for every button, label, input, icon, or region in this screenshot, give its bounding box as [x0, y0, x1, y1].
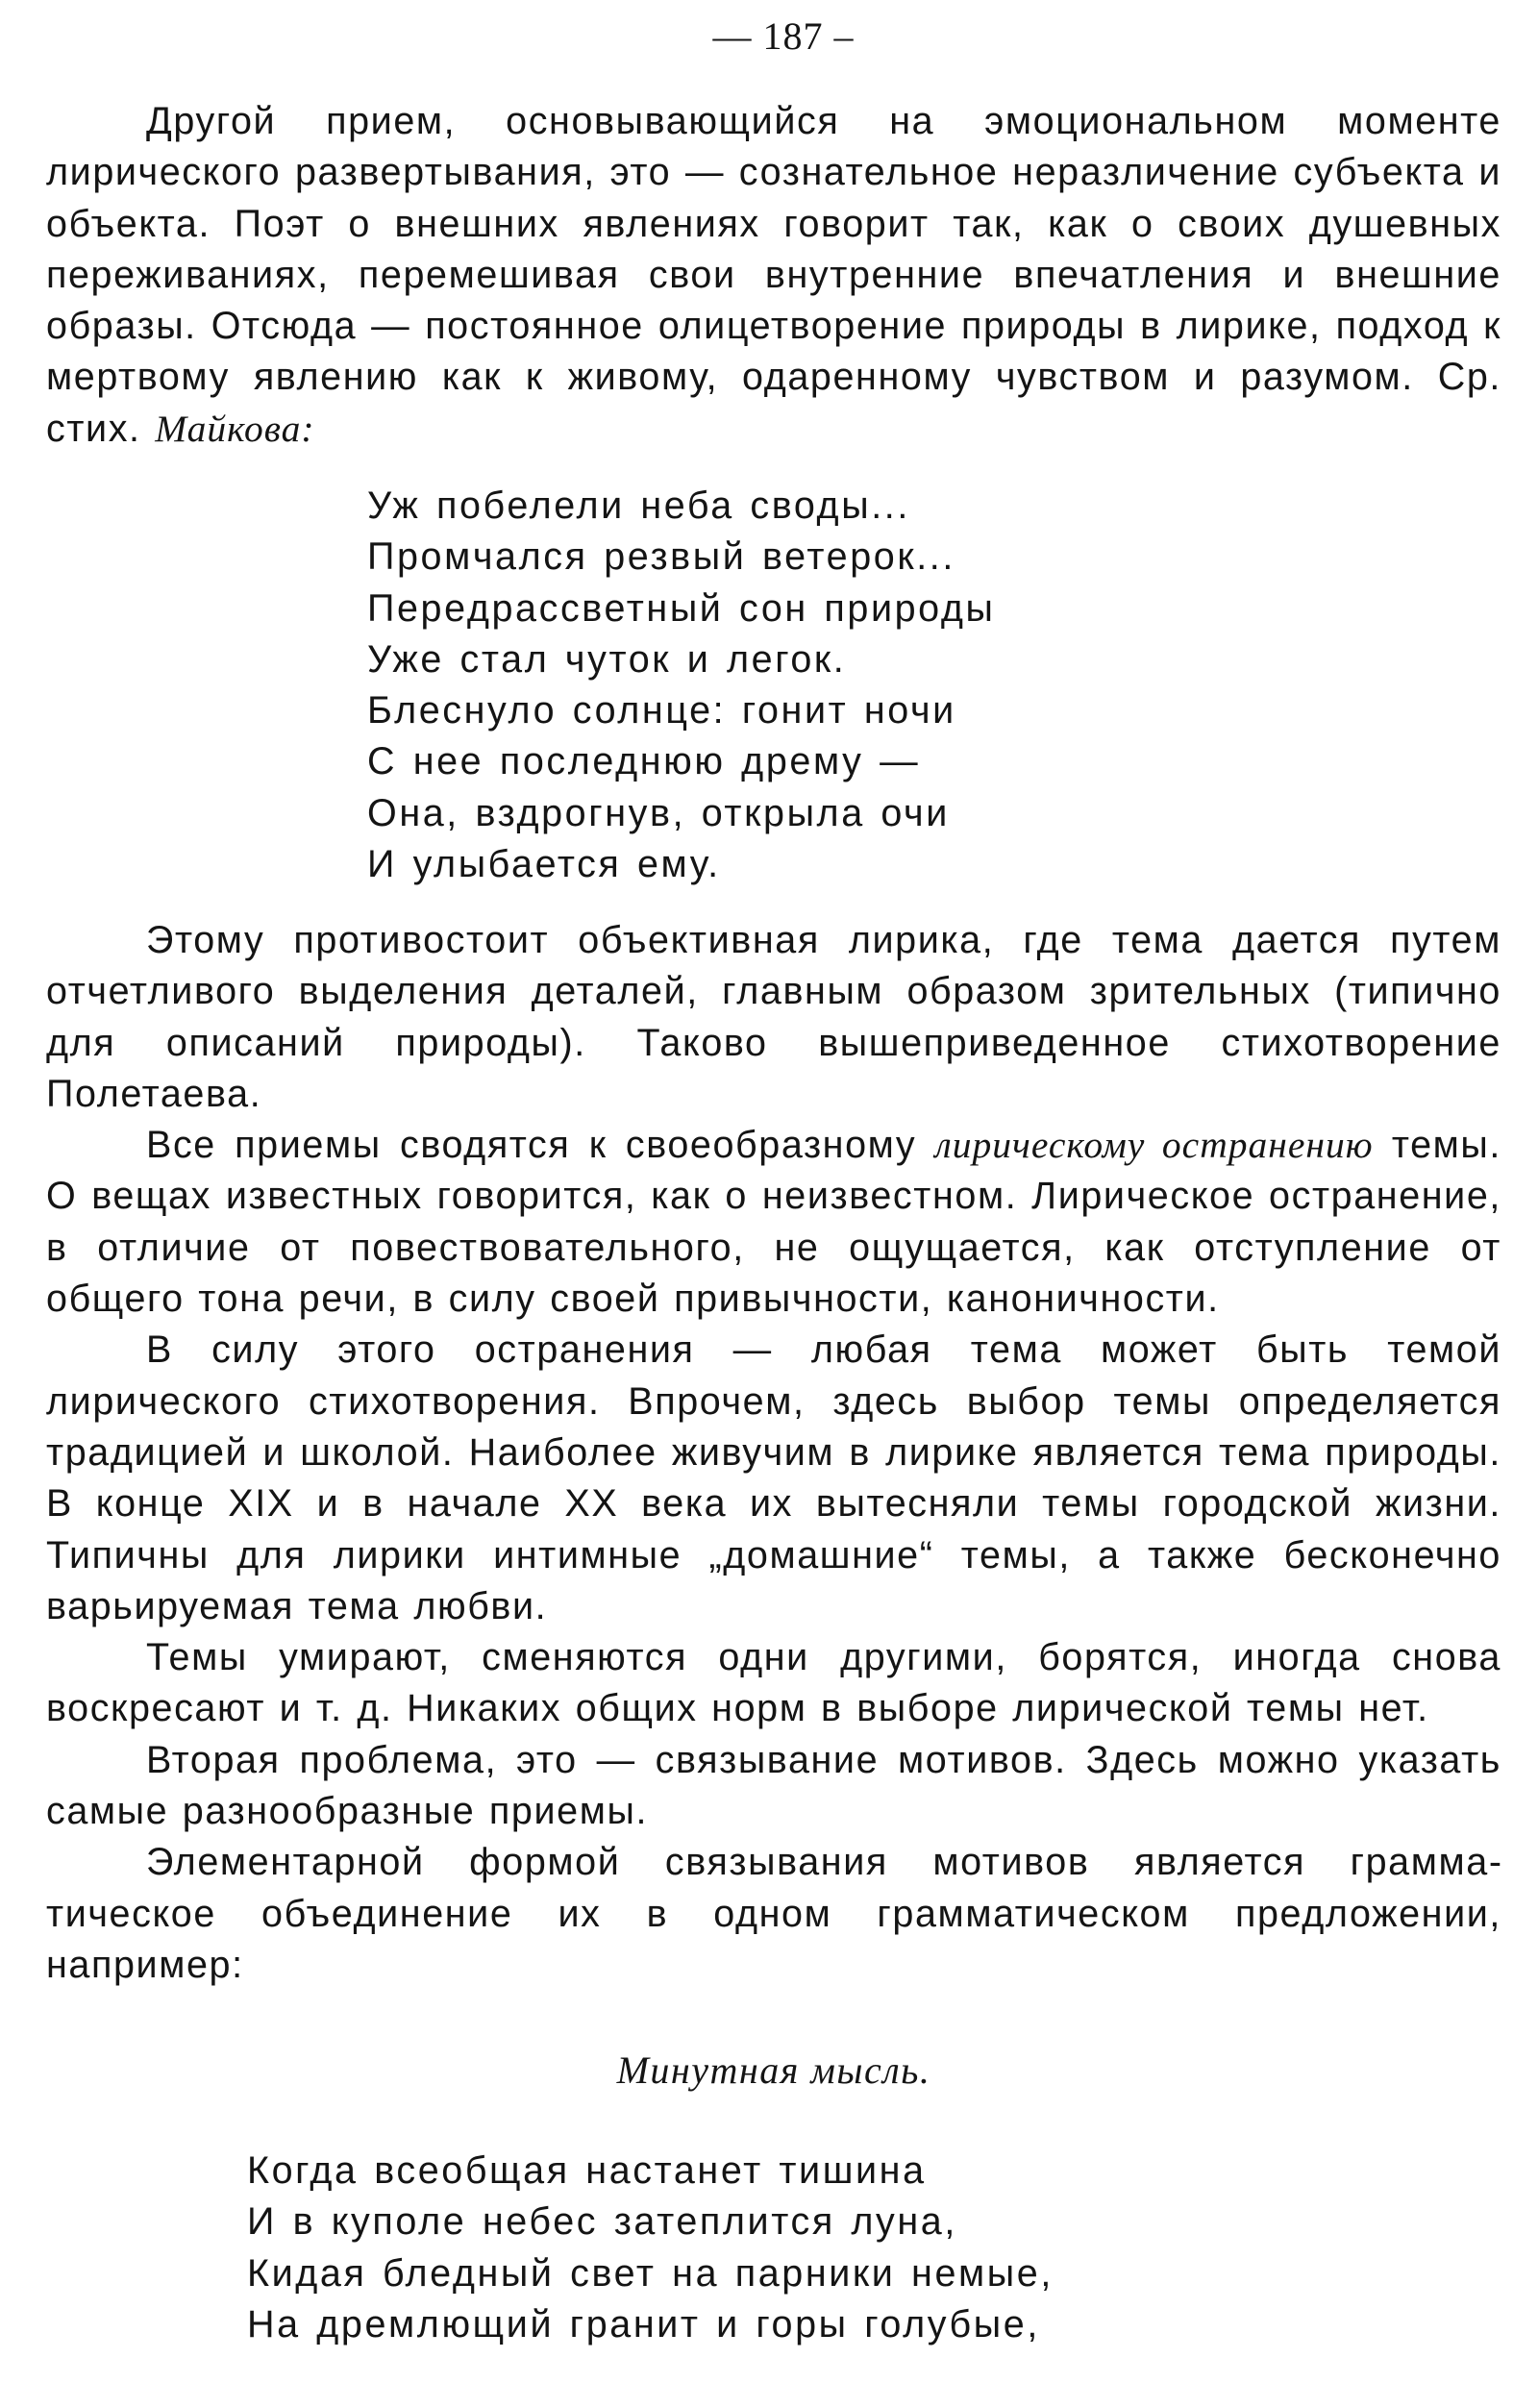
- poem-line: Уж побелели неба своды...: [367, 484, 910, 527]
- paragraph-4: В силу этого остранения — любая тема может быть темой лирического стихотворения. Впрочем, здесь выбор темы определяется традицией и школой. Наиболее живучим в лирике является тема природы. В конце XIX и в начале XX века их вытесняли темы городской жизни. Типичны для лирики интимные „домашние“ темы, а также бесконечно варьируемая тема любви.: [46, 1328, 1501, 1627]
- paragraph-7: Элементарной формой связывания мотивов является грамматическое объединение их в одном грамматическом предложении, например:: [46, 1841, 1501, 1986]
- paragraph-3-before: Все приемы сводятся к своеобразному: [146, 1124, 917, 1167]
- paragraph-1-body: Другой прием, основывающийся на эмоциональном моменте лирического развертывания, это — сознательное неразличение субъекта и объекта. Поэт о внешних явлениях говорит так, как о своих душевных переживаниях, перемешивая свои внутренние впечатления и внешние образы. Отсюда — постоянное олицетворение природы в лирике, подход к мертвому явлению как к живому, одаренному чувством и разумом. Ср. стих.: [46, 100, 1501, 450]
- paragraph-1: [46, 96, 1501, 455]
- poem-line: Уже стал чуток и легок.: [367, 637, 847, 681]
- poem-line: И улыбается ему.: [367, 843, 721, 886]
- poem-line: Промчался резвый ветерок...: [367, 535, 955, 579]
- poem-line: Передрассветный сон природы: [367, 586, 996, 630]
- author-maykov: Майкова:: [155, 407, 315, 450]
- main-text: [46, 915, 1501, 1991]
- poem-line: И в куполе небес затеплится луна,: [247, 2200, 957, 2244]
- poem-line: Кидая бледный свет на парники немые,: [247, 2251, 1054, 2295]
- poem-line: Когда всеобщая настанет тишина: [247, 2149, 927, 2192]
- paragraph-3: [46, 1120, 1501, 1325]
- poem-maykov: [367, 481, 996, 890]
- poem-minute-thought: [247, 2146, 1054, 2350]
- poem-title: Минутная мысль.: [616, 2048, 931, 2092]
- poem-line: На дремлющий гранит и горы голубые,: [247, 2302, 1040, 2346]
- paragraph-5: Темы умирают, сменяются одни другими, борятся, иногда снова воскресают и т. д. Никаких общих норм в выборе лирической темы нет.: [46, 1636, 1501, 1730]
- paragraph-2: Этому противостоит объективная лирика, где тема дается путем отчетливого выделения деталей, главным образом зрительных (типично для описаний природы). Таково вышеприведенное стихотворение Полетаева.: [46, 919, 1501, 1115]
- page-number: — 187 –: [712, 14, 855, 58]
- paragraph-1-text: [46, 96, 1501, 455]
- poem-line: Она, вздрогнув, открыла очи: [367, 791, 950, 834]
- lyrical-estrangement-term: лирическому остранению: [934, 1124, 1374, 1167]
- poem-line: Блеснуло солнце: гонит ночи: [367, 689, 956, 732]
- paragraph-6: Вторая проблема, это — связывание мотивов. Здесь можно указать самые разнообразные приемы.: [46, 1738, 1501, 1833]
- poem-line: С нее последнюю дрему —: [367, 740, 921, 783]
- paragraph-3-after: темы. О вещах известных говорится, как о неизвестном. Лирическое остранение, в отличие от повествовательного, не ощущается, как отступление от общего тона речи, в силу своей привычности, каноничности.: [46, 1124, 1501, 1321]
